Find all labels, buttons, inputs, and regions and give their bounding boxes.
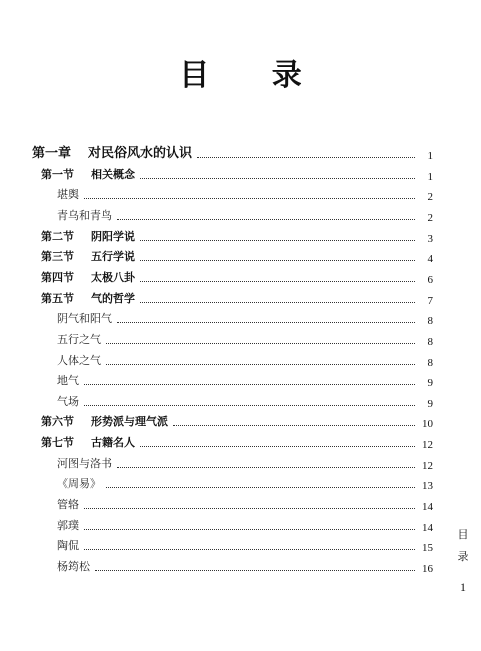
toc-entry-text: 堪舆 (57, 188, 79, 202)
toc-entry-text: 阴阳学说 (91, 229, 135, 243)
toc-entry-page: 1 (427, 150, 433, 162)
toc-entry-label (0, 145, 192, 163)
toc-entry[interactable] (0, 517, 481, 537)
toc-entry-page: 6 (427, 273, 433, 286)
toc-entry-text: 《周易》 (57, 477, 101, 491)
dot-leader (140, 302, 415, 303)
toc-entry-text: 地气 (57, 374, 79, 388)
dot-leader (140, 240, 415, 241)
toc-entry-label (0, 207, 112, 225)
toc-entry-number: 第七节 (41, 436, 74, 450)
dot-leader (117, 467, 415, 468)
toc-entry-page: 12 (422, 439, 433, 452)
dot-leader (117, 322, 415, 323)
toc-entry-label (0, 310, 112, 328)
toc-entry-page: 1 (427, 170, 433, 183)
toc-entry-text: 气场 (57, 394, 79, 408)
toc-entry-page: 3 (427, 232, 433, 245)
toc-entry-label (0, 269, 135, 287)
toc-entry[interactable] (0, 455, 481, 475)
toc-entry-number: 第三节 (41, 250, 74, 264)
dot-leader (106, 343, 415, 344)
toc-entry-text: 气的哲学 (91, 291, 135, 305)
page-title: 目 录 (179, 58, 328, 93)
toc-entry[interactable] (0, 331, 481, 351)
side-tab-char: 录 (457, 550, 469, 563)
toc-entry-page: 12 (422, 459, 433, 472)
toc-entry-label (0, 475, 101, 493)
dot-leader (140, 178, 415, 179)
toc-entry[interactable] (0, 352, 481, 372)
toc-entry-label (0, 331, 101, 349)
toc-entry-text: 对民俗风水的认识 (88, 146, 193, 161)
toc-entry-text: 杨筠松 (57, 560, 90, 573)
toc-entry-label (0, 517, 79, 535)
toc-entry[interactable] (0, 558, 481, 578)
toc-entry[interactable] (0, 269, 481, 289)
side-tab (456, 524, 470, 568)
toc-entry-number: 第二节 (41, 229, 74, 243)
toc-entry-page: 2 (427, 191, 433, 204)
toc-entry-label (0, 372, 79, 390)
toc-entry-number: 第一节 (41, 167, 74, 181)
toc-entry-label (0, 186, 79, 204)
toc-entry-label (0, 558, 90, 576)
toc-entry-page: 9 (427, 397, 433, 410)
toc-entry-page: 15 (422, 542, 433, 555)
dot-leader (84, 198, 415, 199)
toc-entry-label (0, 455, 112, 473)
toc-entry-page: 8 (427, 356, 433, 369)
dot-leader (84, 384, 415, 385)
side-tab-char: 目 (457, 528, 469, 541)
dot-leader (173, 425, 415, 426)
dot-leader (84, 529, 415, 530)
dot-leader (106, 364, 415, 365)
toc-entry-text: 阴气和阳气 (57, 312, 112, 326)
toc-entry-text: 太极八卦 (91, 270, 135, 284)
toc-entry-page: 7 (427, 294, 433, 307)
toc-entry-label (0, 413, 168, 431)
toc-entry-text: 青乌和青鸟 (57, 208, 112, 222)
toc-entry-label (0, 228, 135, 246)
toc-entry[interactable] (0, 290, 481, 310)
toc-entry-number: 第一章 (32, 146, 72, 161)
toc-entry-label (0, 166, 135, 184)
toc-entry[interactable] (0, 475, 481, 495)
toc-entry-text: 古籍名人 (91, 436, 135, 450)
toc-entry-page: 14 (422, 501, 433, 514)
toc-entry[interactable] (0, 166, 481, 186)
toc-entry-page: 10 (422, 418, 433, 431)
toc-entry[interactable] (0, 372, 481, 392)
dot-leader (84, 405, 415, 406)
toc-entry-page: 9 (427, 377, 433, 390)
toc-entry-text: 陶侃 (57, 539, 79, 553)
toc-entry-number: 第四节 (41, 270, 74, 284)
toc-entry-text: 五行之气 (57, 332, 101, 346)
toc-entry[interactable] (0, 248, 481, 268)
toc-entry-page: 4 (427, 253, 433, 266)
toc-entry-label (0, 352, 101, 370)
dot-leader (117, 219, 415, 220)
dot-leader (84, 508, 415, 509)
toc-entry-page: 2 (427, 211, 433, 224)
toc-entry[interactable] (0, 186, 481, 206)
toc-entry-text: 形势派与理气派 (91, 415, 168, 429)
dot-leader (140, 446, 415, 447)
toc-entry-page: 8 (427, 315, 433, 328)
toc-entry-label (0, 248, 135, 266)
toc-entry[interactable] (0, 413, 481, 433)
toc-entry-label (0, 290, 135, 308)
toc-entry-page: 16 (422, 563, 433, 575)
toc-entry[interactable] (0, 310, 481, 330)
toc-entry-number: 第六节 (41, 415, 74, 429)
toc-entry[interactable] (0, 496, 481, 516)
toc-entry[interactable] (0, 207, 481, 227)
toc-entry[interactable] (0, 537, 481, 557)
toc-entry-text: 郭璞 (57, 518, 79, 532)
toc-entry-label (0, 496, 79, 514)
dot-leader (197, 157, 415, 158)
toc-entry-page: 13 (422, 480, 433, 493)
dot-leader (140, 260, 415, 261)
page-number: 1 (460, 580, 466, 594)
dot-leader (106, 487, 415, 488)
toc-entry-label (0, 434, 135, 452)
dot-leader (140, 281, 415, 282)
toc-entry[interactable] (0, 393, 481, 413)
toc-entry-number: 第五节 (41, 291, 74, 305)
toc-entry-page: 14 (422, 521, 433, 534)
dot-leader (84, 549, 415, 550)
toc-entry-text: 五行学说 (91, 250, 135, 264)
toc-entry-text: 人体之气 (57, 353, 101, 367)
toc-entry-label (0, 393, 79, 411)
toc-entry[interactable] (0, 434, 481, 454)
toc-entry-text: 管辂 (57, 498, 79, 512)
toc-entry-text: 相关概念 (91, 167, 135, 181)
toc-entry-text: 河图与洛书 (57, 456, 112, 470)
dot-leader (95, 570, 415, 571)
toc-entry[interactable] (0, 145, 481, 165)
toc-entry-page: 8 (427, 335, 433, 348)
toc-entry-label (0, 537, 79, 555)
toc-entry[interactable] (0, 228, 481, 248)
